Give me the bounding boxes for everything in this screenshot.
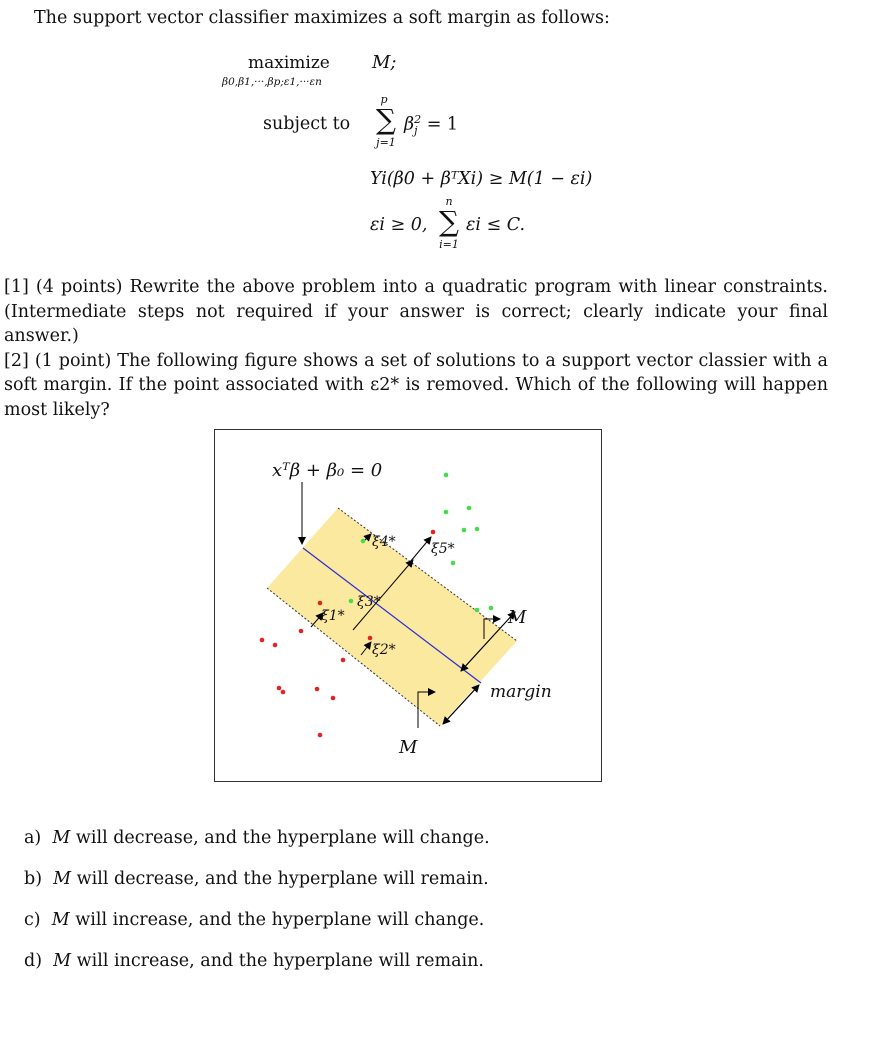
constraint1-sum-top: p — [380, 93, 388, 106]
constraint1-sup: 2 — [414, 113, 422, 126]
question-text — [4, 275, 828, 423]
subject-to-label: subject to — [263, 114, 351, 134]
green-point — [489, 606, 494, 611]
part2-text: [2] (1 point) The following figure shows a set of solutions to a support vector classier with a soft margin. If the point associated with ε2* is removed. Which of the following will happen most likely? — [4, 350, 828, 420]
green-point — [361, 539, 366, 544]
red-point — [273, 643, 278, 648]
option-text: will increase, and the hyperplane will change. — [69, 910, 485, 930]
red-point — [318, 733, 323, 738]
xi-label-4: ξ4* — [372, 534, 396, 550]
option-variable: M — [53, 951, 72, 971]
red-point — [341, 658, 346, 663]
xi-label-3: ξ3* — [357, 594, 381, 610]
part1-text: [1] (4 points) Rewrite the above problem into a quadratic program with linear constraints. (Intermediate steps not required if your answer is correct; clearly indicate your final answer.) — [4, 277, 828, 347]
constraint1-rhs: = 1 — [421, 114, 459, 135]
constraint2: Yi(β0 + βᵀXi) ≥ M(1 − εi) — [370, 169, 593, 189]
green-point — [349, 599, 354, 604]
red-point — [315, 687, 320, 692]
margin-label: margin — [490, 682, 552, 702]
option-c[interactable] — [24, 910, 484, 930]
constraint3-right: εi ≤ C. — [466, 215, 526, 235]
m-label-right: M — [508, 607, 527, 628]
maximize-label: maximize — [248, 53, 330, 73]
sum-symbol: ∑ — [439, 205, 459, 238]
objective: M; — [372, 52, 397, 73]
red-point — [277, 686, 282, 691]
option-variable: M — [52, 828, 71, 848]
red-point — [431, 530, 436, 535]
svm-diagram — [215, 430, 601, 781]
green-point — [475, 527, 480, 532]
green-point — [444, 473, 449, 478]
red-point — [368, 636, 373, 641]
option-d[interactable] — [24, 951, 484, 971]
green-point — [467, 506, 472, 511]
constraint1-sum — [374, 93, 398, 149]
option-text: will increase, and the hyperplane will remain. — [71, 951, 484, 971]
xi-label-1: ξ1* — [321, 608, 345, 624]
option-letter: b) — [24, 869, 43, 889]
option-variable: M — [51, 910, 70, 930]
option-letter: d) — [24, 951, 43, 971]
hyperplane-label: xᵀβ + β₀ = 0 — [272, 460, 383, 481]
constraint3-sum-top: n — [445, 195, 453, 208]
constraint3-sum — [437, 195, 461, 251]
option-b[interactable] — [24, 869, 489, 889]
red-point — [299, 629, 304, 634]
xi-label-5: ξ5* — [431, 541, 455, 557]
red-point — [318, 601, 323, 606]
problem-intro: The support vector classifier maximizes a soft margin as follows: — [34, 8, 610, 28]
constraint1-body: β — [404, 114, 415, 135]
option-a[interactable] — [24, 828, 490, 848]
constraint1-sub: j — [414, 124, 418, 137]
m-label-bottom: M — [399, 737, 418, 758]
svm-figure — [214, 429, 602, 782]
slack-arrow-5 — [410, 537, 431, 562]
red-point — [331, 696, 336, 701]
green-point — [475, 608, 480, 613]
constraint3-left: εi ≥ 0, — [370, 215, 428, 235]
option-variable: M — [53, 869, 72, 889]
maximize-variables: β0,β1,···,βp;ε1,···εn — [222, 76, 322, 88]
red-point — [260, 638, 265, 643]
green-point — [451, 561, 456, 566]
sum-symbol: ∑ — [376, 103, 396, 136]
option-letter: c) — [24, 910, 41, 930]
xi-label-2: ξ2* — [372, 642, 396, 658]
red-point — [281, 690, 286, 695]
option-letter: a) — [24, 828, 42, 848]
option-text: will decrease, and the hyperplane will remain. — [71, 869, 489, 889]
constraint1 — [404, 114, 458, 136]
green-point — [444, 510, 449, 515]
constraint3-sum-bottom: i=1 — [439, 238, 459, 251]
green-point — [462, 528, 467, 533]
constraint1-sum-bottom: j=1 — [376, 136, 396, 149]
option-text: will decrease, and the hyperplane will change. — [70, 828, 490, 848]
